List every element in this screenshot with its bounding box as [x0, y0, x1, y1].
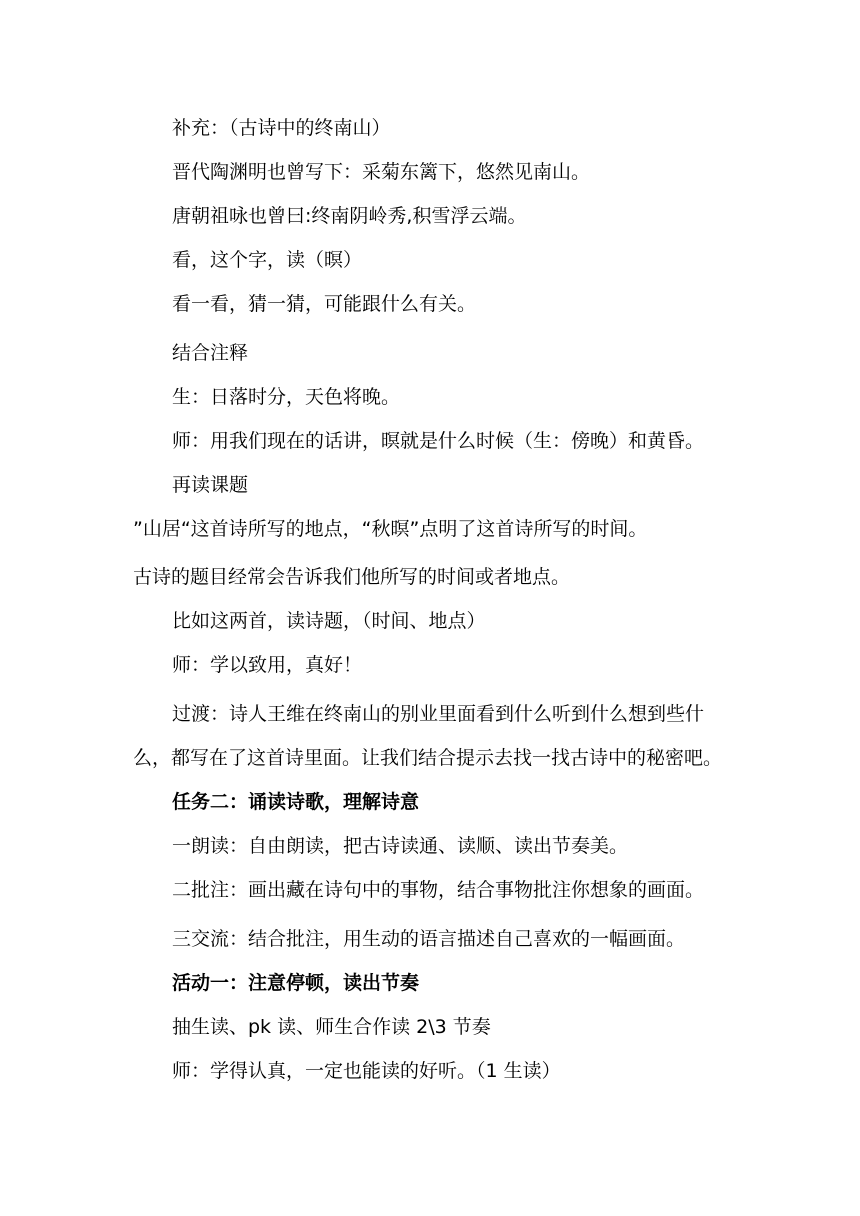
paragraph-transition-line2: 么，都写在了这首诗里面。让我们结合提示去找一找古诗中的秘密吧。	[133, 747, 723, 769]
paragraph-annotation: 结合注释	[172, 342, 249, 364]
paragraph-transition-line1: 过渡：诗人王维在终南山的别业里面看到什么听到什么想到些什	[172, 703, 705, 725]
paragraph-annotate: 二批注：画出藏在诗句中的事物，结合事物批注你想象的画面。	[172, 879, 705, 901]
paragraph-teacher-praise: 师：学以致用，真好！	[172, 654, 363, 676]
paragraph-supplement: 补充：（古诗中的终南山）	[172, 117, 391, 139]
paragraph-teacher-encourage: 师：学得认真，一定也能读的好听。（1 生读）	[172, 1060, 561, 1082]
paragraph-teacher-explain: 师：用我们现在的话讲，暝就是什么时候（生：傍晚）和黄昏。	[172, 430, 705, 452]
paragraph-reading-methods: 抽生读、pk 读、师生合作读 2\3 节奏	[172, 1016, 491, 1038]
paragraph-zu-yong: 唐朝祖咏也曾曰:终南阴岭秀,积雪浮云端。	[172, 205, 527, 227]
paragraph-reread-title: 再读课题	[172, 474, 249, 496]
paragraph-read-character: 看，这个字，读（暝）	[172, 249, 363, 271]
paragraph-example-poems: 比如这两首，读诗题，（时间、地点）	[172, 610, 486, 632]
heading-task-two: 任务二：诵读诗歌，理解诗意	[172, 791, 420, 813]
heading-activity-one: 活动一：注意停顿，读出节奏	[172, 972, 420, 994]
paragraph-read-aloud: 一朗读：自由朗读，把古诗读通、读顺、读出节奏美。	[172, 835, 629, 857]
paragraph-guess: 看一看，猜一猜，可能跟什么有关。	[172, 293, 477, 315]
paragraph-tao-yuanming: 晋代陶渊明也曾写下：采菊东篱下，悠然见南山。	[172, 161, 591, 183]
paragraph-title-explain-line1: ”山居“这首诗所写的地点，“秋暝”点明了这首诗所写的时间。	[133, 518, 648, 540]
paragraph-title-explain-line2: 古诗的题目经常会告诉我们他所写的时间或者地点。	[133, 566, 571, 588]
paragraph-exchange: 三交流：结合批注，用生动的语言描述自己喜欢的一幅画面。	[172, 928, 686, 950]
paragraph-student-answer: 生：日落时分，天色将晚。	[172, 386, 401, 408]
